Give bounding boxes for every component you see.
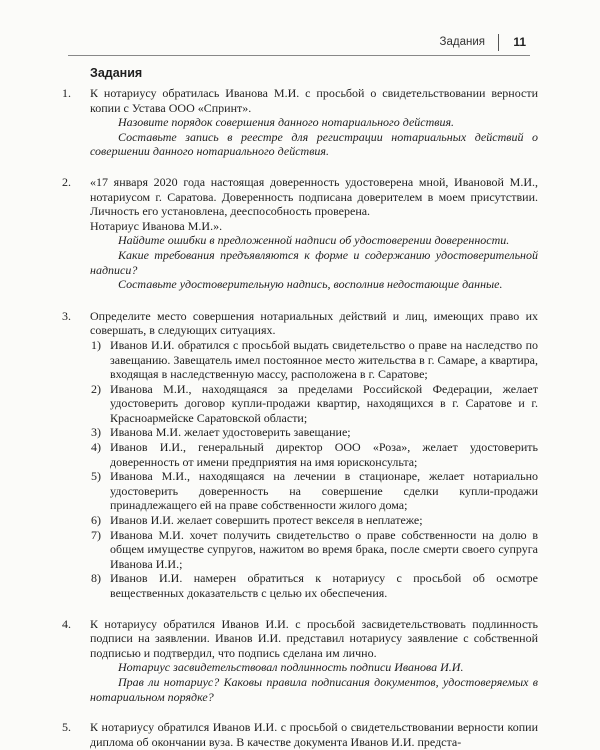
- list-item: [91, 425, 538, 440]
- task-2: [62, 175, 538, 292]
- task-signature: Нотариус Иванова М.И.».: [90, 218, 223, 233]
- list-item: [91, 528, 538, 572]
- task-number: 4.: [62, 616, 71, 631]
- task-question: Какие требования предъявляются к форме и содержанию удостоверительной надписи?: [90, 247, 538, 277]
- task-number: 2.: [62, 174, 71, 189]
- page-number: 11: [513, 35, 526, 49]
- task-text: Определите место совершения нотариальных действий и лиц, имеющих право их совершать, в следующих ситуациях.: [90, 308, 538, 338]
- list-item: [91, 513, 538, 528]
- task-question: Найдите ошибки в предложенной надписи об удостоверении доверенности.: [118, 233, 510, 248]
- task-5: [62, 720, 538, 749]
- task-text: К нотариусу обратился Иванов И.И. с просьбой засвидетельствовать подлинность подписи на заявлении. Иванов И.И. представил нотариусу заявление с собственной подписью и подтвердил, что подпись сделана им лично.: [90, 616, 538, 660]
- task-number: 3.: [62, 308, 71, 323]
- list-item-number: 6): [91, 513, 101, 528]
- list-item-text: Иванов И.И. намерен обратиться к нотариусу с просьбой об осмотре вещественных доказательств с целью их обеспечения.: [110, 571, 538, 600]
- task-number: 1.: [62, 86, 71, 100]
- task-text: К нотариусу обратился Иванов И.И. с просьбой о свидетельствовании верности копии диплома об окончании вуза. В качестве документа Иванов И.И. предста-: [90, 720, 538, 749]
- task-number: 5.: [62, 720, 71, 735]
- list-item-number: 8): [91, 571, 101, 586]
- header-rule: [68, 55, 530, 56]
- list-item: [91, 338, 538, 382]
- list-item-text: Иванова М.И. хочет получить свидетельство о праве собственности на долю в общем имуществе супругов, нажитом во время брака, после смерти своего супруга Иванова И.И.;: [110, 527, 538, 571]
- list-item: [91, 440, 538, 469]
- task-question: Назовите порядок совершения данного нотариального действия.: [118, 115, 455, 130]
- list-item-number: 2): [91, 381, 101, 396]
- header-separator: [498, 34, 499, 51]
- section-title: Задания: [90, 66, 143, 80]
- list-item-number: 1): [91, 337, 101, 352]
- task-question: Нотариус засвидетельствовал подлинность подписи Иванова И.И.: [118, 660, 464, 675]
- list-item-text: Иванов И.И. желает совершить протест векселя в неплатеже;: [110, 513, 423, 528]
- list-item: [91, 571, 538, 600]
- header-section-title: Задания: [439, 36, 485, 48]
- list-item-text: Иванов И.И. обратился с просьбой выдать свидетельство о праве на наследство по завещанию. Завещатель имел постоянное место жительства в г. Самаре, а квартира, входящая в наследственную массу, расположена в г. Саратове;: [110, 337, 538, 382]
- task-question: Составьте запись в реестре для регистрации нотариальных действий о совершении данного нотариального действия.: [90, 129, 538, 159]
- list-item-number: 3): [91, 425, 101, 440]
- task-3: [62, 309, 538, 601]
- list-item-text: Иванов И.И., генеральный директор ООО «Роза», желает удостоверить доверенность от имени предприятия на имя юрисконсульта;: [110, 440, 538, 469]
- list-item-number: 4): [91, 440, 101, 455]
- list-item: [91, 469, 538, 513]
- task-question: Составьте удостоверительную надпись, восполнив недостающие данные.: [118, 277, 503, 292]
- list-item-number: 5): [91, 469, 101, 484]
- list-item-number: 7): [91, 527, 101, 542]
- list-item-text: Иванова М.И. желает удостоверить завещание;: [110, 425, 351, 440]
- tasks-list: [62, 86, 538, 749]
- page-header: [0, 34, 600, 54]
- list-item-text: Иванова М.И., находящаяся на лечении в стационаре, желает нотариально удостоверить доверенность на совершение сделки купли-продажи принадлежащего ей на праве собственности жилого дома;: [110, 469, 538, 513]
- task-text: «17 января 2020 года настоящая доверенность удостоверена мной, Ивановой М.И., нотариусом г. Саратова. Доверенность подписана доверителем в моем присутствии. Личность его установлена, дееспособность проверена.: [90, 174, 538, 219]
- list-item-text: Иванова М.И., находящаяся за пределами Российской Федерации, желает удостоверить договор купли-продажи квартир, находящихся в г. Саратове и г. Красноармейске Саратовской области;: [110, 381, 538, 425]
- list-item: [91, 382, 538, 426]
- task-4: [62, 617, 538, 705]
- task-1: [62, 86, 538, 159]
- task-text: К нотариусу обратилась Иванова М.И. с просьбой о свидетельствовании верности копии с Устава ООО «Спринт».: [90, 86, 538, 115]
- task-question: Прав ли нотариус? Каковы правила подписания документов, удостоверяемых в нотариальном порядке?: [90, 674, 538, 704]
